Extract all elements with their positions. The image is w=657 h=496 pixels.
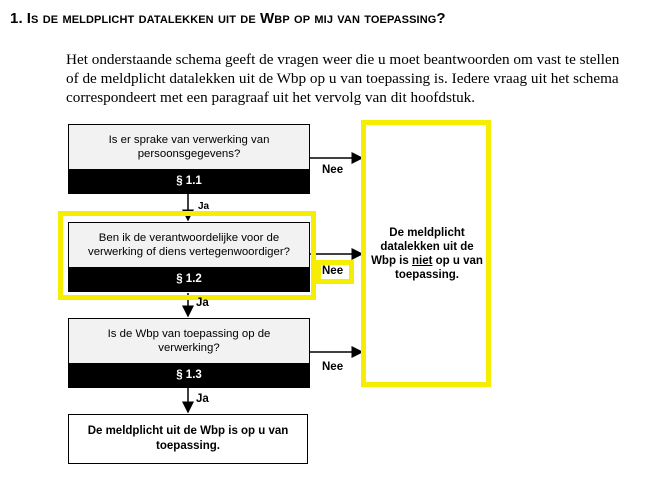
- conclusion-no-emphasis: niet: [411, 254, 433, 267]
- paragraph-ref-1: § 1.1: [69, 169, 309, 193]
- intro-paragraph: Het onderstaande schema geeft de vragen weer die u moet beantwoorden om vast te stellen of de meldplicht datalekken uit de Wbp op u van toepassing is. Iedere vraag uit het schema correspondeert met een paragraaf uit het vervolg van dit hoofdstuk.: [66, 51, 620, 106]
- no-label-1: Nee: [322, 164, 344, 176]
- conclusion-no-after: op u van toepassing.: [395, 254, 483, 281]
- conclusion-not-applicable: [368, 126, 486, 381]
- yes-label-2: Ja: [196, 297, 209, 309]
- section-number: 1.: [10, 10, 23, 27]
- question-box-1: [68, 124, 310, 194]
- conclusion-applicable: De meldplicht uit de Wbp is op u van toepassing.: [68, 414, 308, 464]
- paragraph-ref-2: § 1.2: [69, 267, 309, 291]
- conclusion-no-before: De meldplicht datalekken uit de Wbp is: [371, 226, 474, 267]
- highlight-question-2: [58, 211, 316, 300]
- no-label-3: Nee: [322, 361, 344, 373]
- question-box-3: [68, 318, 310, 388]
- paragraph-ref-3: § 1.3: [69, 363, 309, 387]
- question-text-3: Is de Wbp van toepassing op de verwerking?: [107, 328, 271, 354]
- yes-label-1: Ja: [198, 201, 210, 212]
- question-text-1: Is er sprake van verwerking van persoonsgegevens?: [108, 134, 270, 160]
- question-text-2: Ben ik de verantwoordelijke voor de verwerking of diens vertegenwoordiger?: [88, 232, 290, 258]
- section-title: Is de meldplicht datalekken uit de Wbp op mij van toepassing?: [26, 10, 446, 27]
- no-label-2: Nee: [322, 265, 344, 277]
- yes-label-3: Ja: [196, 393, 209, 405]
